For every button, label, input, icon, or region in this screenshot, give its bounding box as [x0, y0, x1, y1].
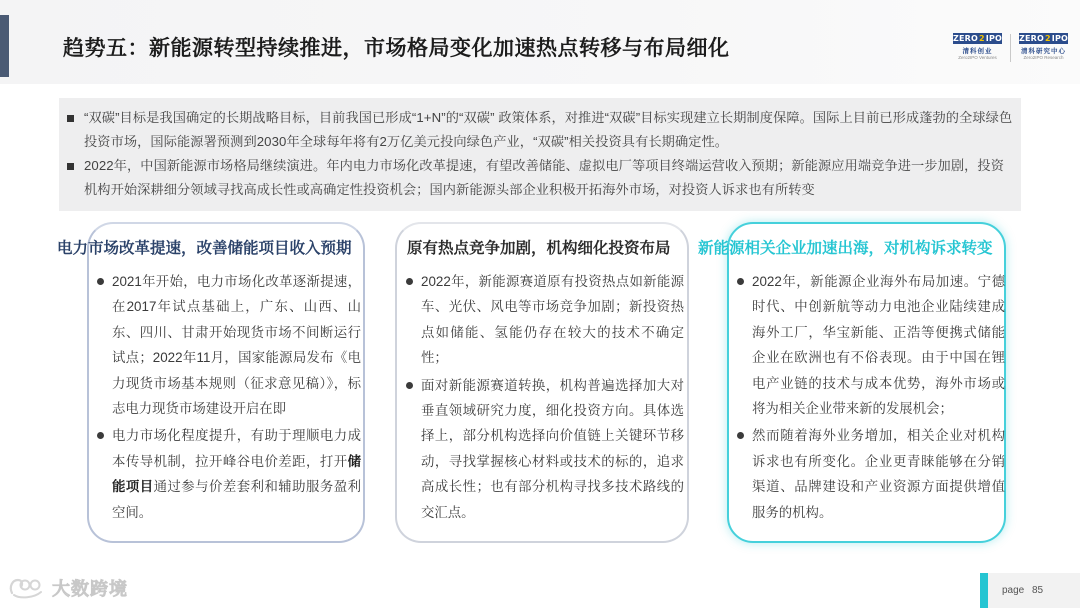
- column-body-power-market: [97, 269, 361, 525]
- logo-cn-text: 清科创业: [962, 48, 993, 55]
- logo-cn-text: 清科研究中心: [1021, 48, 1066, 55]
- header: [0, 0, 1080, 84]
- page-label: page: [1002, 585, 1025, 596]
- bullet-item: 电力市场化程度提升，有助于理顺电力成本传导机制，拉开峰谷电价差距，打开储能项目通过参与价差套利和辅助服务盈利空间。: [97, 423, 361, 525]
- round-bullet-icon: [97, 432, 104, 439]
- bullet-item: 2022年，新能源赛道原有投资热点如新能源车、光伏、风电等市场竞争加剧；新投资热点如储能、氢能仍存在较大的技术不确定性；: [406, 269, 684, 371]
- header-accent-bar: [0, 15, 9, 77]
- square-bullet-icon: [67, 115, 74, 122]
- column-body-hotspot-competition: [406, 269, 684, 525]
- column-body-overseas-expansion: [737, 269, 1005, 525]
- column-title-power-market: 电力市场改革提速，改善储能项目收入预期: [57, 240, 352, 257]
- round-bullet-icon: [406, 382, 413, 389]
- summary-box: [59, 98, 1021, 211]
- brand-text: 大数跨境: [52, 579, 128, 599]
- summary-paragraph: 2022年，中国新能源市场格局继续演进。年内电力市场化改革提速，有望改善储能、虚拟电厂等项目终端运营收入预期；新能源应用端竞争进一步加剧，投资机构开始深耕细分领域寻找高成长性或高确定性投资机会；国内新能源头部企业积极开拓海外市场，对投资人诉求也有所转变: [67, 154, 1013, 202]
- logo-divider: [1010, 34, 1011, 62]
- bullet-item: 2022年，新能源企业海外布局加速。宁德时代、中创新航等动力电池企业陆续建成海外工厂，华宝新能、正浩等便携式储能企业在欧洲也有不俗表现。由于中国在锂电产业链的技术与成本优势，海外市场或将为相关企业带来新的发展机会；: [737, 269, 1005, 421]
- page-accent-bar: [980, 573, 988, 608]
- bullet-item: 2021年开始，电力市场化改革逐渐提速，在2017年试点基础上，广东、山西、山东、四川、甘肃开始现货市场不间断运行试点；2022年11月，国家能源局发布《电力现货市场基本规则（征求意见稿）》，标志电力现货市场建设开启在即: [97, 269, 361, 421]
- column-title-hotspot-competition: 原有热点竞争加剧，机构细化投资布局: [407, 240, 671, 257]
- brand-logo-icon: [8, 577, 46, 599]
- round-bullet-icon: [737, 432, 744, 439]
- page-number: 85: [1032, 585, 1044, 596]
- watermark-brand: [8, 576, 128, 600]
- logo-en-text: Zero2IPO Research: [1023, 55, 1064, 60]
- logo-mark: ZERO 2 IPO: [952, 34, 1003, 43]
- logo-group: [953, 33, 1068, 63]
- square-bullet-icon: [67, 163, 74, 170]
- round-bullet-icon: [737, 278, 744, 285]
- zero2ipo-ventures-logo: [953, 33, 1002, 63]
- zero2ipo-research-logo: [1019, 33, 1068, 63]
- round-bullet-icon: [406, 278, 413, 285]
- round-bullet-icon: [97, 278, 104, 285]
- column-title-overseas-expansion: 新能源相关企业加速出海，对机构诉求转变: [698, 240, 993, 257]
- bullet-item: 面对新能源赛道转换，机构普遍选择加大对垂直领域研究力度，细化投资方向。具体选择上，部分机构选择向价值链上关键环节移动，寻找掌握核心材料或技术的标的，追求高成长性；也有部分机构寻找多技术路线的交汇点。: [406, 373, 684, 525]
- summary-paragraph: “双碳”目标是我国确定的长期战略目标，目前我国已形成“1+N”的“双碳” 政策体系，对推进“双碳”目标实现建立长期制度保障。国际上目前已形成蓬勃的全球绿色投资市场，国际能源署预测到2030年全球每年将有2万亿美元投向绿色产业，“双碳”相关投资具有长期确定性。: [67, 106, 1013, 154]
- page-indicator: [980, 573, 1080, 608]
- logo-mark: ZERO 2 IPO: [1018, 34, 1069, 43]
- page-title: 趋势五：新能源转型持续推进，市场格局变化加速热点转移与布局细化: [63, 37, 730, 60]
- logo-en-text: Zero2IPO Ventures: [958, 55, 997, 60]
- bullet-item: 然而随着海外业务增加，相关企业对机构诉求也有所变化。企业更青睐能够在分销渠道、品牌建设和产业资源方面提供增值服务的机构。: [737, 423, 1005, 525]
- highlight-text: 储能项目: [112, 453, 361, 495]
